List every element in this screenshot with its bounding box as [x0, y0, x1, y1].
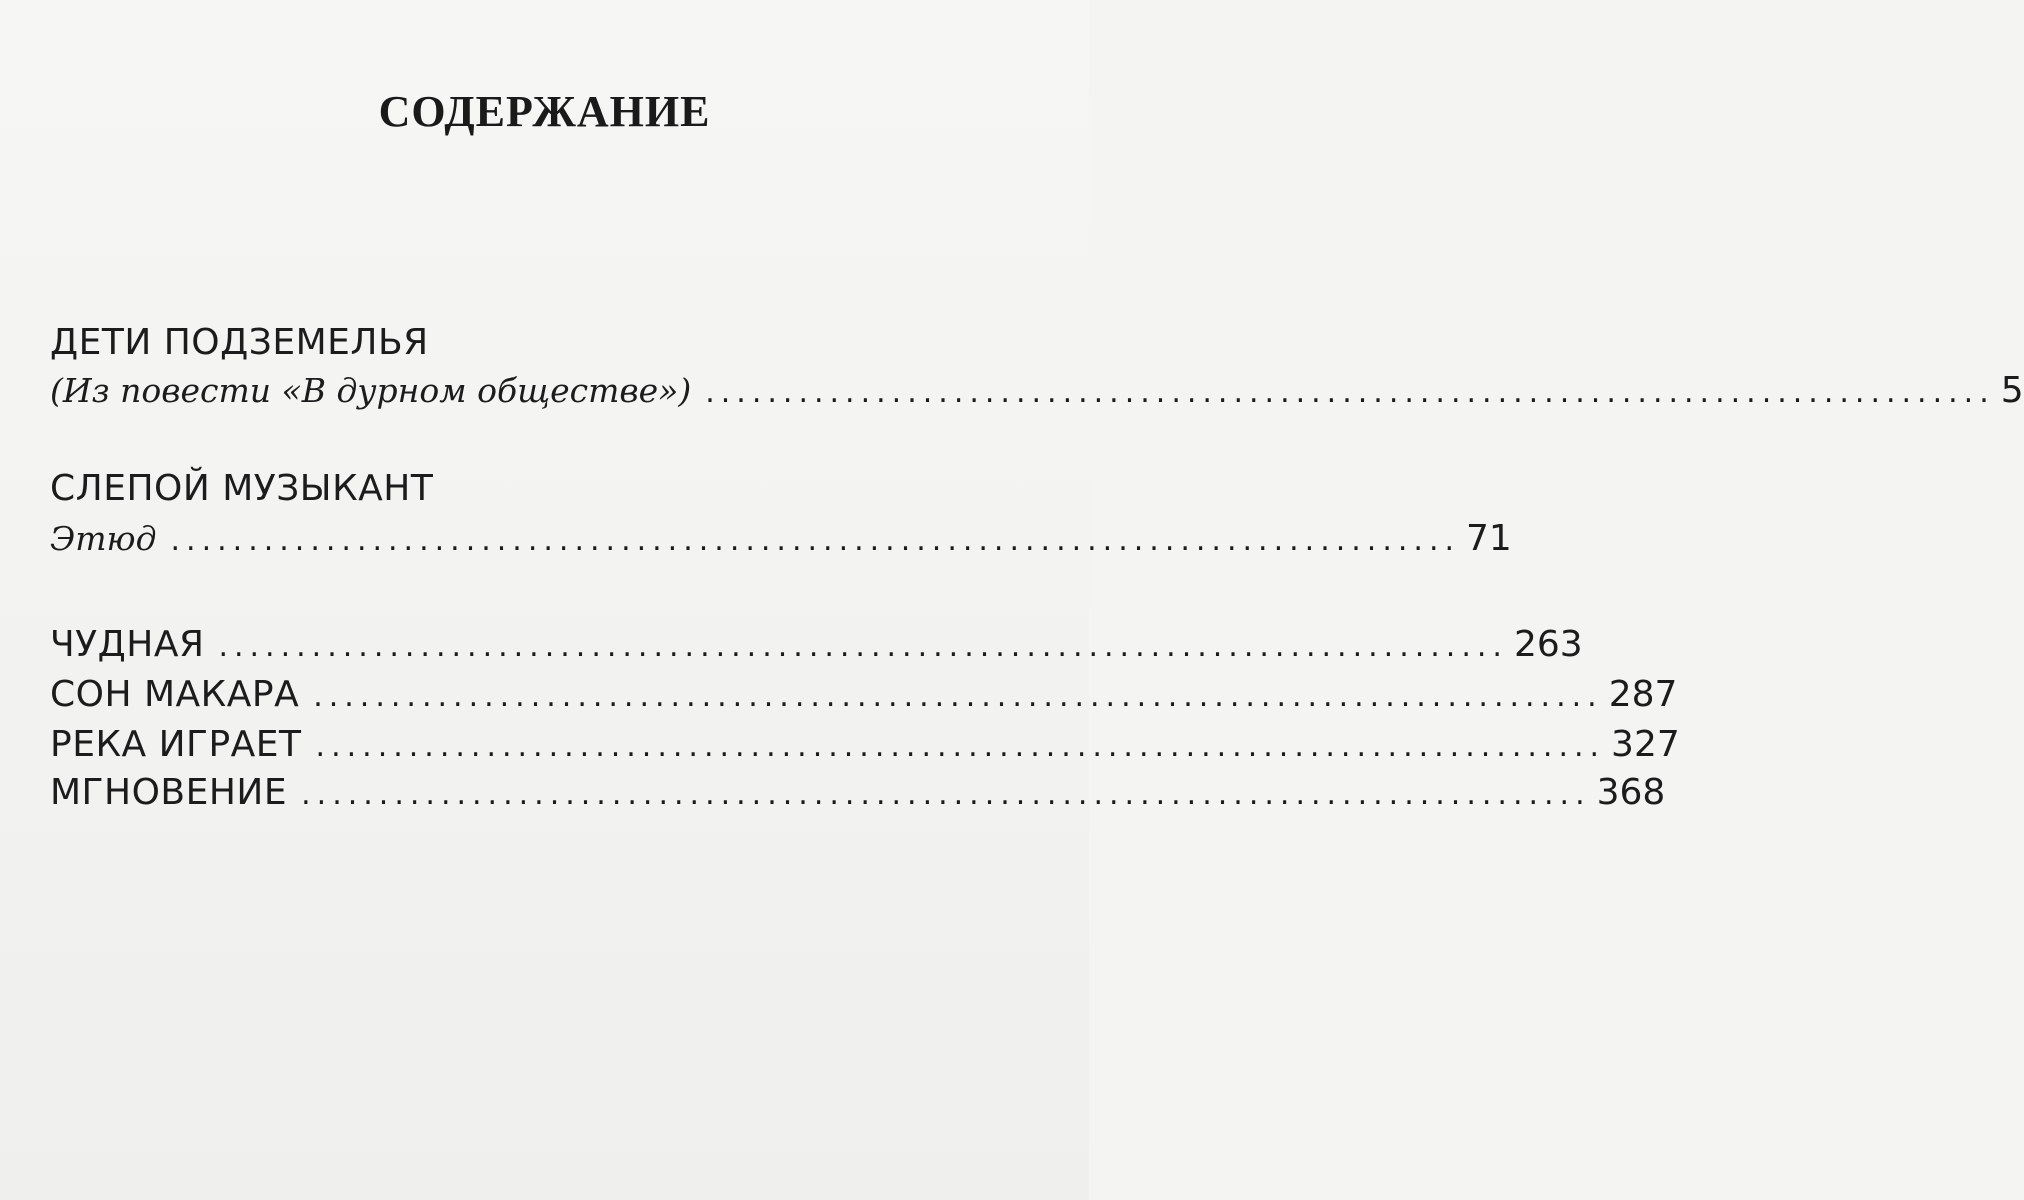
toc-page-number: 368: [1596, 772, 1666, 813]
toc-entry[interactable]: [50, 724, 1680, 768]
toc-entry[interactable]: [50, 772, 1666, 816]
toc-entry-heading: ДЕТИ ПОДЗЕМЕЛЬЯ: [50, 322, 429, 363]
toc-entry[interactable]: [50, 370, 2024, 414]
toc-entry-title: МГНОВЕНИЕ: [50, 772, 288, 813]
toc-page-number: 5: [2000, 370, 2024, 411]
dot-leader: ...................................................................................: [315, 729, 1606, 764]
toc-entry[interactable]: [50, 518, 1512, 562]
dot-leader: ...................................................................................: [313, 679, 1603, 714]
toc-entry-title: СОН МАКАРА: [50, 674, 300, 715]
toc-page-number: 287: [1608, 674, 1678, 715]
dot-leader: ...................................................................................: [170, 523, 1461, 558]
dot-leader: ...................................................................................: [705, 375, 1995, 410]
toc-entry[interactable]: [50, 674, 1678, 718]
toc-entry[interactable]: [50, 624, 1583, 668]
toc-entry-title: РЕКА ИГРАЕТ: [50, 724, 302, 765]
dot-leader: ...................................................................................: [218, 629, 1508, 664]
toc-page-number: 263: [1513, 624, 1583, 665]
toc-entry-subtitle: (Из повести «В дурном обществе»): [50, 371, 692, 410]
dot-leader: ...................................................................................: [301, 777, 1591, 812]
page-title: СОДЕРЖАНИЕ: [378, 87, 711, 136]
toc-entry-title: ЧУДНАЯ: [50, 624, 205, 665]
toc-page-number: 327: [1611, 724, 1680, 765]
toc-entry-subtitle: Этюд: [50, 519, 157, 558]
toc-page-number: 71: [1466, 518, 1512, 559]
toc-entry-heading: СЛЕПОЙ МУЗЫКАНТ: [50, 468, 434, 509]
